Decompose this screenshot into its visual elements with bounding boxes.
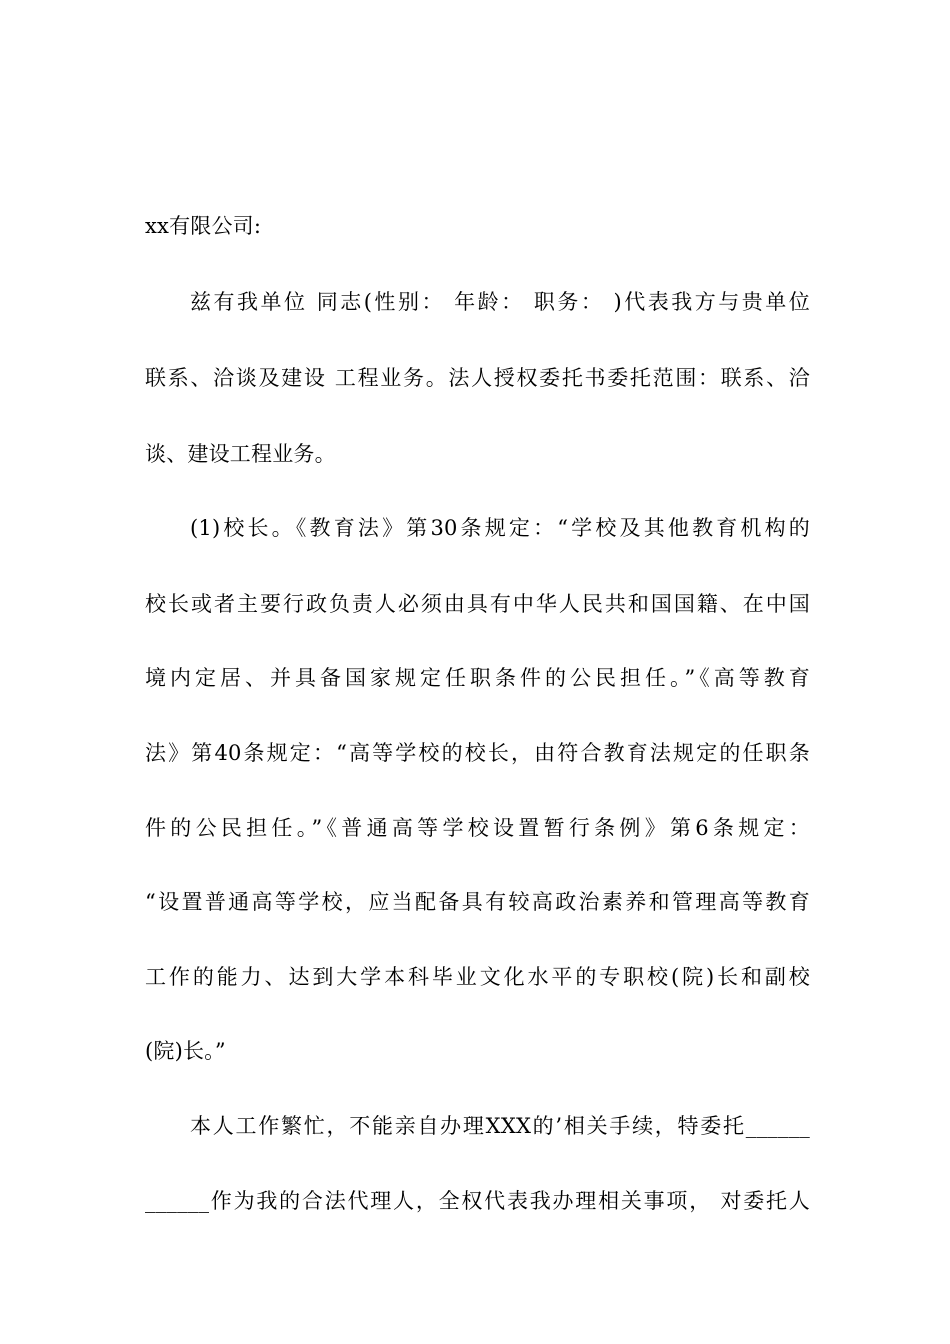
body-line: 境内定居、并具备国家规定任职条件的公民担任。”《高等教育 [145,666,810,690]
body-line: “设置普通高等学校，应当配备具有较高政治素养和管理高等教育 [145,890,810,914]
body-line: 本人工作繁忙，不能亲自办理XXX的’相关手续，特委托______ [190,1114,810,1138]
body-line: 校长或者主要行政负责人必须由具有中华人民共和国国籍、在中国 [145,592,810,616]
body-line: 工作的能力、达到大学本科毕业文化水平的专职校(院)长和副校 [145,965,810,989]
body-line: (1)校长。《教育法》第30条规定：“学校及其他教育机构的 [190,516,810,540]
body-line: ______作为我的合法代理人，全权代表我办理相关事项， 对委托人 [145,1189,810,1213]
body-line: 件的公民担任。”《普通高等学校设置暂行条例》第6条规定： [145,816,810,840]
body-line: 谈、建设工程业务。 [145,442,336,466]
body-line: (院)长。” [145,1039,226,1063]
addressee-line: xx有限公司: [145,214,262,238]
body-line: 法》第40条规定：“高等学校的校长，由符合教育法规定的任职条 [145,741,810,765]
body-line: 兹有我单位 同志(性别： 年龄： 职务： )代表我方与贵单位 [190,290,810,314]
body-line: 联系、洽谈及建设 工程业务。法人授权委托书委托范围：联系、洽 [145,366,810,390]
